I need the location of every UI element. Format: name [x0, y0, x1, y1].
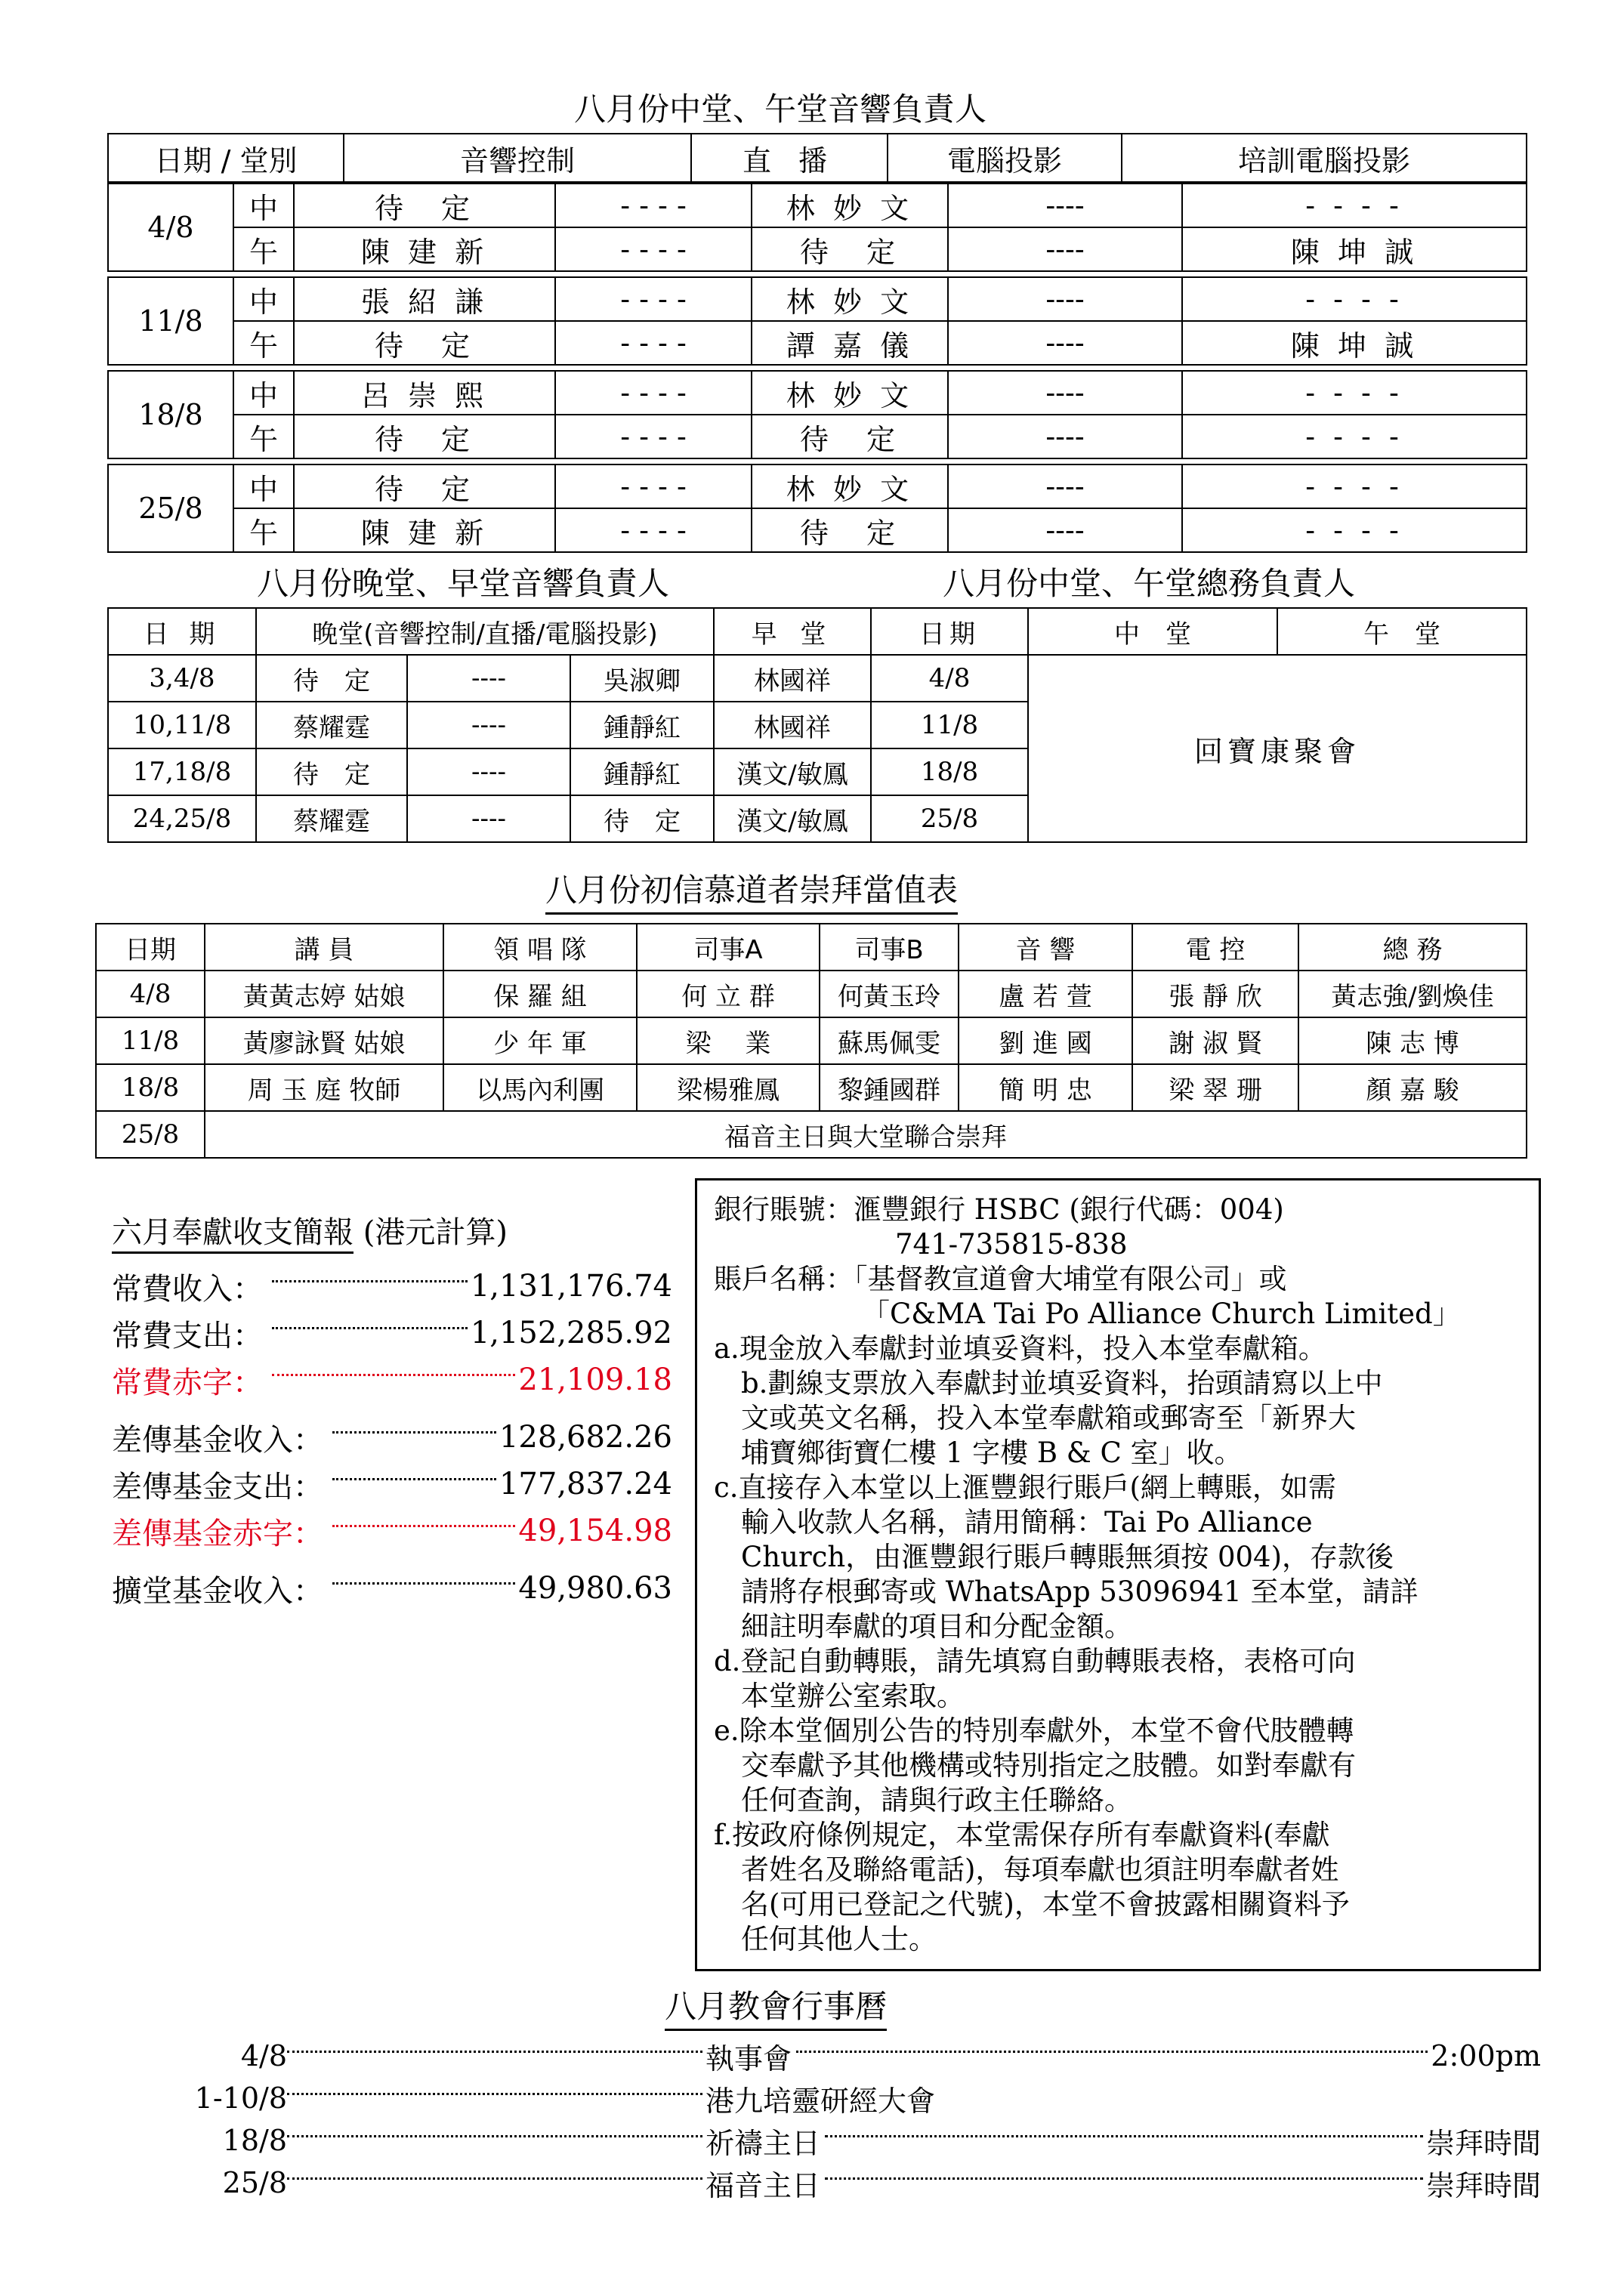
table-row — [108, 464, 1527, 508]
bank-line: a.現金放入奉獻封並填妥資料，投入本堂奉獻箱。 — [714, 1332, 1326, 1365]
session-cell: 中 — [233, 277, 294, 321]
ppt-cell: 林 妙 文 — [752, 277, 948, 321]
sound-cell: 張 紹 謙 — [294, 277, 555, 321]
table-row — [108, 415, 1527, 458]
week-date: 18/8 — [108, 371, 233, 458]
seek-ushB: 蘇馬佩雯 — [820, 1017, 959, 1064]
evening-sound: 待 定 — [256, 655, 407, 702]
finance-label: 差傳基金支出： — [112, 1469, 323, 1504]
seek-worship: 以馬內利團 — [443, 1064, 637, 1111]
header-ctrl: 電 控 — [1132, 924, 1298, 971]
train-cell: ---- — [948, 277, 1182, 321]
seek-ushA: 梁 業 — [637, 1017, 820, 1064]
seek-ctrl: 梁 翠 珊 — [1132, 1064, 1298, 1111]
audio-midday-table — [107, 133, 1527, 183]
calendar-event: 福音主日 — [705, 2168, 821, 2202]
session-cell: 午 — [233, 321, 294, 365]
header-usher-b: 司事B — [820, 924, 959, 971]
header-train-ppt: 培訓電腦投影 — [1122, 134, 1527, 182]
table-row — [108, 227, 1527, 271]
bank-line: 任何其他人士。 — [741, 1923, 937, 1955]
bank-line: 文或英文名稱，投入本堂奉獻箱或郵寄至「新界大 — [741, 1402, 1356, 1434]
dot-leader — [332, 1582, 515, 1585]
calendar-row — [181, 2035, 1541, 2077]
finance-row — [112, 1310, 672, 1356]
evening-sound: 待 定 — [256, 748, 407, 795]
seek-date: 11/8 — [96, 1017, 205, 1064]
row-gap — [108, 458, 1527, 464]
seek-ushB: 黎鍾國群 — [820, 1064, 959, 1111]
session-cell: 午 — [233, 415, 294, 458]
finance-value: 1,152,285.92 — [470, 1316, 672, 1350]
week-date: 4/8 — [108, 184, 233, 271]
row-gap — [108, 271, 1527, 277]
seek-affairs: 陳 志 博 — [1298, 1017, 1527, 1064]
seek-date: 25/8 — [96, 1111, 205, 1158]
table-row — [108, 748, 871, 795]
evening-date: 17,18/8 — [108, 748, 256, 795]
sound-cell: 陳 建 新 — [294, 508, 555, 552]
finance-row — [112, 1508, 672, 1554]
table-row — [108, 795, 871, 842]
ppt-cell: 林 妙 文 — [752, 371, 948, 415]
finance-row — [112, 1414, 672, 1461]
dot-leader — [332, 1478, 496, 1480]
finance-title: 六月奉獻收支簡報 — [112, 1215, 354, 1254]
header-worship: 領 唱 隊 — [443, 924, 637, 971]
finance-label: 常費支出： — [112, 1318, 263, 1353]
live-cell: - - - - — [555, 508, 752, 552]
backstage-cell: - - - - — [1182, 184, 1527, 227]
affairs-date: 11/8 — [871, 702, 1028, 748]
header-live: 直 播 — [691, 134, 888, 182]
early-service: 林國祥 — [714, 655, 871, 702]
bank-line: 者姓名及聯絡電話)，每項奉獻也須註明奉獻者姓 — [741, 1853, 1339, 1886]
session-cell: 中 — [233, 371, 294, 415]
calendar-time: 崇拜時間 — [1425, 2126, 1541, 2160]
session-cell: 午 — [233, 227, 294, 271]
affairs-note: 回寶康聚會 — [1028, 655, 1527, 842]
week-date: 25/8 — [108, 464, 233, 552]
affairs-date: 4/8 — [871, 655, 1028, 702]
sound-cell: 待 定 — [294, 464, 555, 508]
finance-value: 49,980.63 — [518, 1571, 672, 1606]
evening-live: ---- — [407, 748, 570, 795]
bank-line: 交奉獻予其他機構或特別指定之肢體。如對奉獻有 — [741, 1749, 1356, 1782]
calendar-row — [181, 2119, 1541, 2162]
table-row — [96, 1111, 1527, 1158]
header-affairs-noon: 午 堂 — [1277, 608, 1527, 655]
table-row — [108, 321, 1527, 365]
calendar-time: 崇拜時間 — [1425, 2168, 1541, 2202]
evening-sound: 蔡耀霆 — [256, 702, 407, 748]
finance-list — [112, 1263, 672, 1612]
seek-speaker: 黃黃志婷 姑娘 — [205, 971, 443, 1017]
audio-evening-table — [107, 607, 872, 843]
backstage-cell: - - - - — [1182, 508, 1527, 552]
seekers-duty-table — [95, 923, 1527, 1159]
ppt-cell: 待 定 — [752, 227, 948, 271]
table-row — [871, 655, 1527, 702]
backstage-cell: 陳 坤 誠 — [1182, 227, 1527, 271]
row-gap — [108, 365, 1527, 371]
header-seek-date: 日期 — [96, 924, 205, 971]
header-evening: 晚堂(音響控制/直播/電腦投影) — [256, 608, 714, 655]
sound-cell: 待 定 — [294, 184, 555, 227]
table-row — [108, 655, 871, 702]
calendar-row — [181, 2077, 1541, 2119]
train-cell: ---- — [948, 464, 1182, 508]
finance-label: 常費收入： — [112, 1271, 263, 1307]
finance-label: 擴堂基金收入： — [112, 1573, 323, 1609]
bank-line: f.按政府條例規定，本堂需保存所有奉獻資料(奉獻 — [714, 1819, 1330, 1851]
ppt-cell: 譚 嘉 儀 — [752, 321, 948, 365]
table-row — [108, 508, 1527, 552]
finance-label: 差傳基金赤字： — [112, 1516, 323, 1551]
dot-leader — [825, 2177, 1423, 2180]
table-row — [108, 184, 1527, 227]
evening-live: ---- — [407, 655, 570, 702]
bank-line: 741-735815-838 — [895, 1228, 1128, 1261]
finance-value: 1,131,176.74 — [470, 1269, 672, 1304]
live-cell: - - - - — [555, 464, 752, 508]
finance-row — [112, 1356, 672, 1403]
backstage-cell: - - - - — [1182, 464, 1527, 508]
bank-line: b.劃線支票放入奉獻封並填妥資料，抬頭請寫以上中 — [741, 1367, 1383, 1400]
header-affairs-date: 日期 — [871, 608, 1028, 655]
header-affairs-mid: 中 堂 — [1028, 608, 1277, 655]
dot-leader — [287, 2051, 702, 2053]
early-service: 漢文/敏鳳 — [714, 795, 871, 842]
seek-date: 18/8 — [96, 1064, 205, 1111]
seek-worship: 保 羅 組 — [443, 971, 637, 1017]
dot-leader — [332, 1525, 515, 1527]
train-cell: ---- — [948, 415, 1182, 458]
finance-title-wrap — [112, 1208, 508, 1251]
calendar-list — [181, 2035, 1541, 2204]
table-row — [96, 1064, 1527, 1111]
calendar-event: 祈禱主日 — [705, 2126, 821, 2160]
calendar-date: 25/8 — [222, 2166, 287, 2199]
header-early: 早 堂 — [714, 608, 871, 655]
dot-leader — [272, 1327, 468, 1329]
bank-line: 本堂辦公室索取。 — [741, 1680, 965, 1712]
general-affairs-title: 八月份中堂、午堂總務負責人 — [943, 565, 1356, 602]
header-ppt: 電腦投影 — [888, 134, 1122, 182]
bank-line: 細註明奉獻的項目和分配金額。 — [741, 1610, 1132, 1643]
week-date: 11/8 — [108, 277, 233, 365]
live-cell: - - - - — [555, 415, 752, 458]
evening-date: 3,4/8 — [108, 655, 256, 702]
table-row — [96, 1017, 1527, 1064]
sound-cell: 陳 建 新 — [294, 227, 555, 271]
bank-line: e.除本堂個別公告的特別奉獻外，本堂不會代肢體轉 — [714, 1714, 1354, 1747]
table-row — [108, 277, 1527, 321]
evening-live: ---- — [407, 702, 570, 748]
dot-leader — [796, 2051, 1428, 2053]
header-date-session: 日期 / 堂別 — [108, 134, 344, 182]
seek-date: 4/8 — [96, 971, 205, 1017]
evening-ppt: 吳淑卿 — [570, 655, 714, 702]
finance-value: 177,837.24 — [499, 1467, 672, 1501]
session-cell: 中 — [233, 184, 294, 227]
seek-ushA: 梁楊雅鳳 — [637, 1064, 820, 1111]
seek-affairs: 顏 嘉 駿 — [1298, 1064, 1527, 1111]
table-row — [108, 702, 871, 748]
dot-leader — [825, 2135, 1423, 2137]
finance-unit: (港元計算) — [363, 1215, 508, 1250]
general-affairs-table — [870, 607, 1527, 843]
train-cell: ---- — [948, 227, 1182, 271]
sound-cell: 待 定 — [294, 415, 555, 458]
session-cell: 午 — [233, 508, 294, 552]
calendar-event: 港九培靈研經大會 — [705, 2084, 936, 2118]
early-service: 漢文/敏鳳 — [714, 748, 871, 795]
bank-line: 銀行賬號：滙豐銀行 HSBC (銀行代碼：004) — [714, 1193, 1284, 1226]
seek-sound: 簡 明 忠 — [959, 1064, 1132, 1111]
finance-label: 常費赤字： — [112, 1365, 263, 1400]
finance-row — [112, 1263, 672, 1310]
dot-leader — [287, 2135, 702, 2137]
train-cell: ---- — [948, 321, 1182, 365]
evening-sound: 蔡耀霆 — [256, 795, 407, 842]
bank-line: 埔寶鄉街寶仁樓 1 字樓 B & C 室」收。 — [741, 1437, 1243, 1469]
finance-label: 差傳基金收入： — [112, 1422, 323, 1458]
finance-value: 128,682.26 — [499, 1420, 672, 1455]
finance-row — [112, 1565, 672, 1612]
backstage-cell: - - - - — [1182, 371, 1527, 415]
bank-line: c.直接存入本堂以上滙豐銀行賬戶(網上轉賬，如需 — [714, 1471, 1336, 1504]
bank-line: 輸入收款人名稱，請用簡稱：Tai Po Alliance — [741, 1506, 1313, 1538]
seek-ctrl: 張 靜 欣 — [1132, 971, 1298, 1017]
header-usher-a: 司事A — [637, 924, 820, 971]
bank-line: Church，由滙豐銀行賬戶轉賬無須按 004)，存款後 — [741, 1541, 1394, 1573]
ppt-cell: 待 定 — [752, 415, 948, 458]
evening-date: 10,11/8 — [108, 702, 256, 748]
calendar-time: 2:00pm — [1431, 2039, 1541, 2072]
evening-date: 24,25/8 — [108, 795, 256, 842]
header-affairs: 總 務 — [1298, 924, 1527, 971]
backstage-cell: - - - - — [1182, 415, 1527, 458]
seek-speaker: 周 玉 庭 牧師 — [205, 1064, 443, 1111]
calendar-row — [181, 2162, 1541, 2204]
seek-sound: 盧 若 萱 — [959, 971, 1132, 1017]
calendar-date: 18/8 — [222, 2124, 287, 2157]
header-sound: 音 響 — [959, 924, 1132, 971]
bank-line: 賬戶名稱：「基督教宣道會大埔堂有限公司」或 — [714, 1263, 1287, 1295]
finance-row — [112, 1461, 672, 1508]
sound-cell: 待 定 — [294, 321, 555, 365]
live-cell: - - - - — [555, 371, 752, 415]
header-sound-control: 音響控制 — [344, 134, 691, 182]
seek-ctrl: 謝 淑 賢 — [1132, 1017, 1298, 1064]
seek-speaker: 黃廖詠賢 姑娘 — [205, 1017, 443, 1064]
finance-value: 49,154.98 — [518, 1514, 672, 1548]
seek-worship: 少 年 軍 — [443, 1017, 637, 1064]
live-cell: - - - - — [555, 184, 752, 227]
bank-line: d.登記自動轉賬，請先填寫自動轉賬表格，表格可向 — [714, 1645, 1356, 1677]
live-cell: - - - - — [555, 227, 752, 271]
ppt-cell: 林 妙 文 — [752, 184, 948, 227]
dot-leader — [272, 1280, 468, 1282]
seek-affairs: 黃志強/劉煥佳 — [1298, 971, 1527, 1017]
finance-value: 21,109.18 — [518, 1363, 672, 1397]
bank-line: 「C&MA Tai Po Alliance Church Limited」 — [862, 1298, 1461, 1330]
live-cell: - - - - — [555, 277, 752, 321]
bank-line: 任何查詢，請與行政主任聯絡。 — [741, 1784, 1132, 1816]
dot-leader — [287, 2177, 702, 2180]
seek-sound: 劉 進 國 — [959, 1017, 1132, 1064]
bank-line: 請將存根郵寄或 WhatsApp 53096941 至本堂，請詳 — [741, 1575, 1419, 1608]
calendar-date: 4/8 — [240, 2039, 287, 2072]
dot-leader — [332, 1431, 496, 1434]
header-date: 日 期 — [108, 608, 256, 655]
evening-ppt: 待 定 — [570, 795, 714, 842]
calendar-event: 執事會 — [705, 2041, 792, 2075]
joint-service: 福音主日與大堂聯合崇拜 — [205, 1111, 1527, 1158]
early-service: 林國祥 — [714, 702, 871, 748]
ppt-cell: 林 妙 文 — [752, 464, 948, 508]
affairs-date: 25/8 — [871, 795, 1028, 842]
ppt-cell: 待 定 — [752, 508, 948, 552]
train-cell: ---- — [948, 371, 1182, 415]
session-cell: 中 — [233, 464, 294, 508]
seekers-duty-title: 八月份初信慕道者崇拜當值表 — [545, 866, 958, 915]
sound-cell: 呂 崇 熙 — [294, 371, 555, 415]
dot-leader — [272, 1374, 515, 1376]
audio-midday-weeks — [107, 183, 1527, 553]
seek-ushA: 何 立 群 — [637, 971, 820, 1017]
dot-leader — [287, 2093, 702, 2095]
affairs-date: 18/8 — [871, 748, 1028, 795]
train-cell: ---- — [948, 508, 1182, 552]
evening-ppt: 鍾靜紅 — [570, 748, 714, 795]
train-cell: ---- — [948, 184, 1182, 227]
evening-live: ---- — [407, 795, 570, 842]
evening-ppt: 鍾靜紅 — [570, 702, 714, 748]
table-row — [108, 371, 1527, 415]
audio-midday-title: 八月份中堂、午堂音響負責人 — [574, 91, 987, 128]
header-speaker: 講 員 — [205, 924, 443, 971]
audio-evening-title: 八月份晚堂、早堂音響負責人 — [257, 565, 670, 602]
backstage-cell: - - - - — [1182, 277, 1527, 321]
bank-info-box — [695, 1178, 1541, 1971]
backstage-cell: 陳 坤 誠 — [1182, 321, 1527, 365]
calendar-title: 八月教會行事曆 — [665, 1982, 887, 2031]
calendar-date: 1-10/8 — [194, 2082, 287, 2115]
table-row — [96, 971, 1527, 1017]
bank-line: 名(可用已登記之代號)，本堂不會披露相關資料予 — [741, 1888, 1350, 1921]
live-cell: - - - - — [555, 321, 752, 365]
seek-ushB: 何黃玉玲 — [820, 971, 959, 1017]
